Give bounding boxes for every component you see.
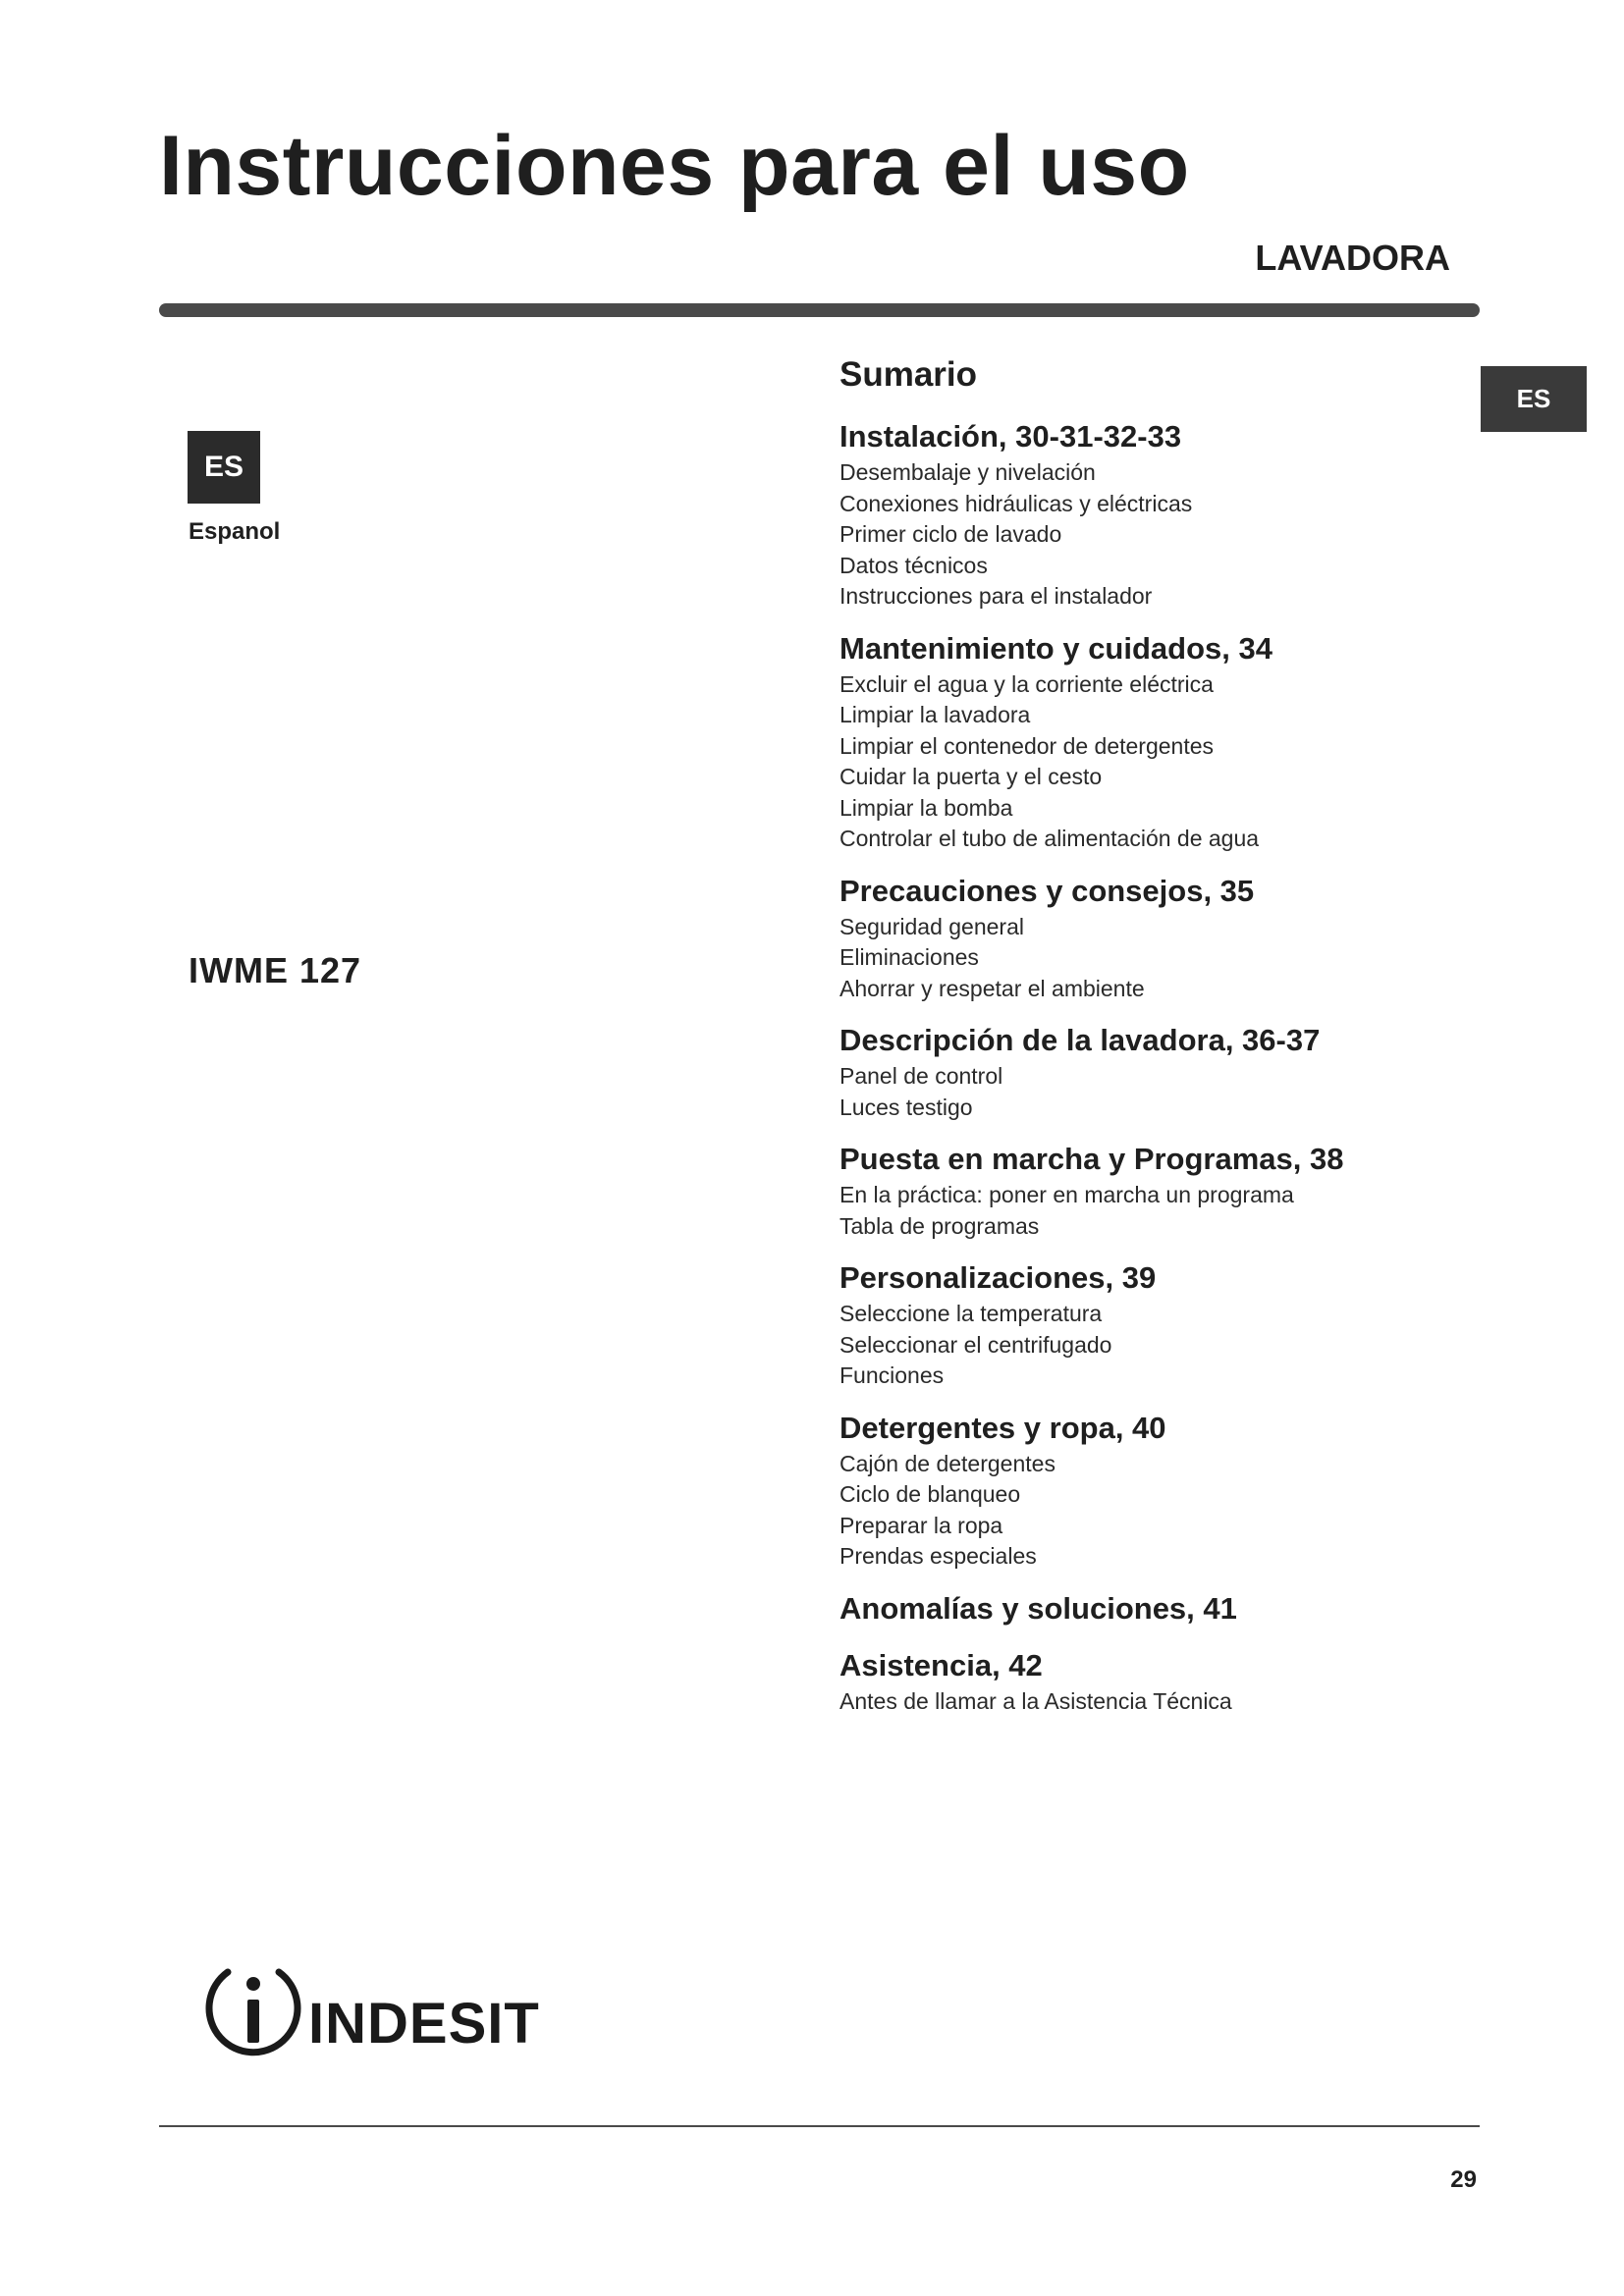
- info-circle-icon: [209, 1972, 298, 2053]
- table-of-contents: [839, 351, 1478, 1733]
- toc-item: Conexiones hidráulicas y eléctricas: [839, 490, 1193, 516]
- toc-item: Limpiar el contenedor de detergentes: [839, 732, 1215, 759]
- toc-heading: Precauciones y consejos, 35: [839, 873, 1255, 908]
- toc-item-list: [839, 912, 1478, 1005]
- product-type: LAVADORA: [1255, 238, 1450, 278]
- toc-item: Primer ciclo de lavado: [839, 521, 1062, 547]
- toc-heading: Descripción de la lavadora, 36-37: [839, 1023, 1321, 1057]
- toc-item: Datos técnicos: [839, 552, 988, 578]
- toc-item-list: [839, 669, 1478, 855]
- toc-section: [839, 1139, 1478, 1242]
- toc-section: [839, 1020, 1478, 1123]
- toc-heading: Puesta en marcha y Programas, 38: [839, 1142, 1344, 1176]
- toc-item-list: [839, 1686, 1478, 1718]
- language-badge: ES: [188, 431, 260, 504]
- toc-item: Luces testigo: [839, 1094, 973, 1120]
- toc-item-list: [839, 1061, 1478, 1123]
- toc-item: Eliminaciones: [839, 944, 979, 970]
- footer-divider: [159, 2125, 1480, 2127]
- toc-title: Sumario: [839, 355, 978, 394]
- toc-item: Cuidar la puerta y el cesto: [839, 764, 1103, 789]
- model-number: IWME 127: [189, 950, 362, 990]
- toc-item: Limpiar la bomba: [839, 794, 1013, 821]
- toc-item: Seleccione la temperatura: [839, 1301, 1103, 1326]
- toc-item: Preparar la ropa: [839, 1512, 1003, 1538]
- toc-item: Instrucciones para el instalador: [839, 583, 1153, 609]
- language-name: Espanol: [189, 518, 281, 545]
- toc-section: [839, 1408, 1478, 1573]
- toc-item: En la práctica: poner en marcha un programa: [839, 1182, 1294, 1207]
- language-tab: ES: [1481, 366, 1587, 432]
- toc-item: Cajón de detergentes: [839, 1450, 1056, 1476]
- toc-heading: Asistencia, 42: [839, 1647, 1043, 1682]
- toc-heading: Mantenimiento y cuidados, 34: [839, 630, 1272, 666]
- toc-heading: Personalizaciones, 39: [839, 1260, 1157, 1295]
- logo-wordmark: INDESIT: [308, 1992, 540, 2056]
- toc-section: [839, 1645, 1478, 1718]
- page-number: 29: [1450, 2166, 1477, 2193]
- toc-section: [839, 416, 1478, 613]
- toc-heading: Detergentes y ropa, 40: [839, 1410, 1166, 1445]
- toc-section: [839, 628, 1478, 855]
- toc-item: Panel de control: [839, 1063, 1003, 1089]
- page-title: Instrucciones para el uso: [159, 119, 1190, 213]
- toc-item: Antes de llamar a la Asistencia Técnica: [839, 1687, 1232, 1714]
- toc-section: [839, 871, 1478, 1005]
- toc-sections: [839, 416, 1478, 1717]
- toc-item-list: [839, 457, 1478, 613]
- toc-heading: Instalación, 30-31-32-33: [839, 419, 1182, 454]
- toc-item-list: [839, 1299, 1478, 1392]
- toc-heading: Anomalías y soluciones, 41: [839, 1590, 1237, 1626]
- toc-item-list: [839, 1449, 1478, 1573]
- toc-item: Seleccionar el centrifugado: [839, 1331, 1112, 1358]
- toc-section: [839, 1257, 1478, 1392]
- toc-section: [839, 1588, 1478, 1629]
- toc-item: Ahorrar y respetar el ambiente: [839, 975, 1145, 1001]
- toc-item: Excluir el agua y la corriente eléctrica: [839, 670, 1214, 697]
- toc-item-list: [839, 1180, 1478, 1242]
- header-divider: [159, 303, 1480, 317]
- toc-item: Ciclo de blanqueo: [839, 1481, 1021, 1507]
- toc-item: Seguridad general: [839, 913, 1024, 939]
- toc-item: Controlar el tubo de alimentación de agua: [839, 826, 1260, 851]
- toc-item: Desembalaje y nivelación: [839, 459, 1096, 485]
- toc-item: Tabla de programas: [839, 1212, 1040, 1239]
- toc-item: Limpiar la lavadora: [839, 702, 1031, 727]
- toc-item: Funciones: [839, 1362, 945, 1388]
- toc-item: Prendas especiales: [839, 1543, 1037, 1569]
- indesit-logo: [187, 1958, 560, 2066]
